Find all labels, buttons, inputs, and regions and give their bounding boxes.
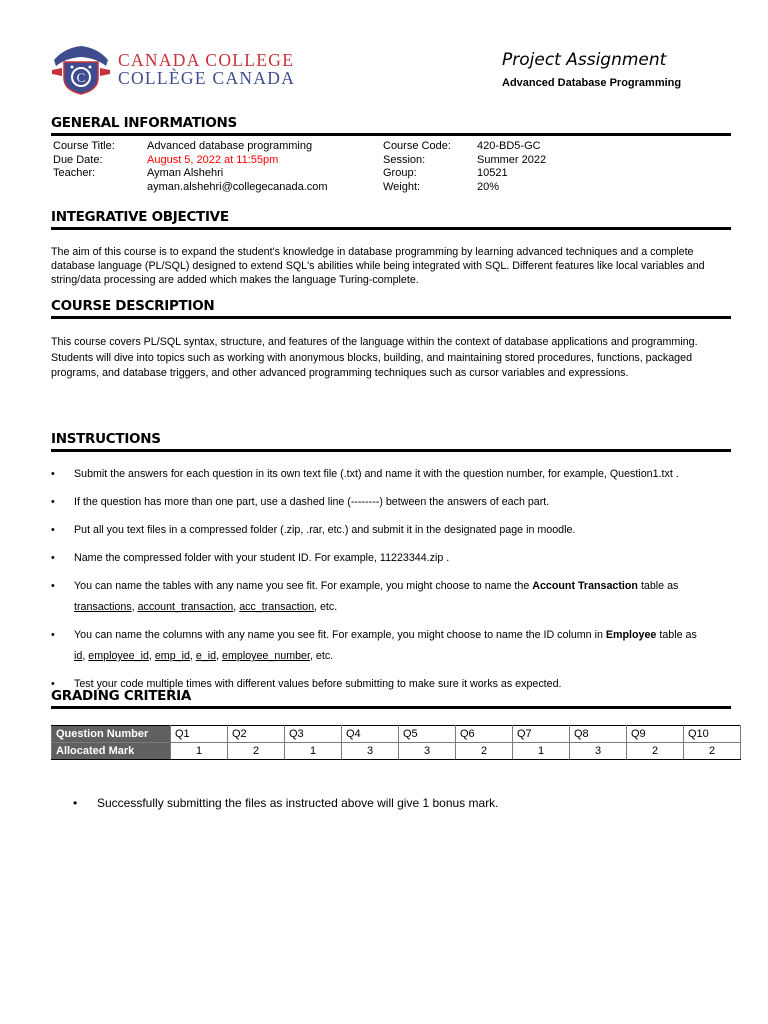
objective-heading: INTEGRATIVE OBJECTIVE: [51, 209, 731, 230]
list-item: • You can name the columns with any name you see fit. For example, you might choose to name the ID column in Employee table as id, employee_id, emp_id, e_id, employee_number, etc.: [51, 625, 731, 667]
list-item: [51, 464, 731, 485]
instructions-list: [51, 464, 731, 695]
mark-cell: 2: [627, 743, 684, 760]
general-heading: GENERAL INFORMATIONS: [51, 115, 731, 136]
table-name-example: Employee: [605, 629, 657, 641]
list-item: [51, 520, 731, 541]
question-cell: Q4: [342, 726, 399, 743]
course-title-value: Advanced database programming: [147, 140, 313, 152]
college-logo: [50, 44, 112, 96]
example-name: emp_id: [154, 650, 190, 662]
teacher-label: Teacher:: [53, 167, 96, 180]
grading-section: [51, 688, 731, 709]
weight-label: Weight:: [383, 180, 421, 193]
mark-cell: 3: [570, 743, 627, 760]
due-date-value: August 5, 2022 at 11:55pm: [147, 153, 279, 166]
example-name: account_transaction: [137, 601, 234, 613]
question-cell: Q2: [228, 726, 285, 743]
instructions-heading: INSTRUCTIONS: [51, 431, 731, 452]
college-name-en: CANADA COLLEGE: [118, 50, 295, 70]
list-item: [51, 548, 731, 569]
course-code-value: 420-BD5-GC: [477, 140, 541, 152]
weight-value: 20%: [477, 180, 500, 193]
general-section: [51, 115, 731, 136]
list-item: • You can name the tables with any name you see fit. For example, you might choose to name the Account Transaction table as transactions, account_transaction, acc_transaction, etc.: [51, 576, 731, 618]
description-heading: COURSE DESCRIPTION: [51, 298, 731, 319]
session-label: Session:: [383, 153, 426, 166]
example-name: acc_transaction: [239, 601, 315, 613]
question-cell: Q7: [513, 726, 570, 743]
instruction-text: If the question has more than one part, use a dashed line (--------) between the answers of each part.: [74, 496, 550, 508]
svg-text:C: C: [76, 70, 86, 85]
question-cell: Q10: [684, 726, 741, 743]
mark-cell: 2: [228, 743, 285, 760]
objective-section: [51, 209, 731, 288]
mark-cell: 3: [399, 743, 456, 760]
teacher-email: ayman.alshehri@collegecanada.com: [147, 180, 328, 193]
table-row: [52, 743, 741, 760]
session-value: Summer 2022: [477, 153, 547, 166]
project-title: Project Assignment: [502, 50, 667, 70]
college-name: [118, 51, 295, 87]
instruction-text: , etc.: [309, 650, 334, 662]
example-name: e_id: [195, 650, 217, 662]
instruction-text: Submit the answers for each question in its own text file (.txt) and name it with the question number, for example, Question1.txt .: [74, 468, 679, 480]
description-section: [51, 298, 731, 382]
mark-cell: 1: [513, 743, 570, 760]
example-name: employee_number: [222, 650, 310, 662]
question-cell: Q5: [399, 726, 456, 743]
allocated-mark-header: Allocated Mark: [52, 743, 171, 760]
example-name: transactions: [74, 601, 132, 613]
instruction-text: You can name the tables with any name you see fit. For example, you might choose to name the: [74, 580, 533, 592]
teacher-value: Ayman Alshehri: [147, 167, 224, 180]
mark-cell: 1: [285, 743, 342, 760]
instruction-text: , etc.: [314, 601, 338, 613]
question-cell: Q6: [456, 726, 513, 743]
group-value: 10521: [477, 167, 508, 180]
bonus-text: Successfully submitting the files as instructed above will give 1 bonus mark.: [97, 796, 499, 810]
course-title-label: Course Title:: [53, 140, 115, 152]
mark-cell: 2: [684, 743, 741, 760]
mark-cell: 1: [171, 743, 228, 760]
question-cell: Q9: [627, 726, 684, 743]
group-label: Group:: [383, 167, 417, 180]
example-name: employee_id: [88, 650, 149, 662]
grading-heading: GRADING CRITERIA: [51, 688, 731, 709]
instruction-text: table as: [637, 580, 679, 592]
instructions-section: [51, 431, 731, 702]
bonus-note: [75, 796, 499, 810]
table-name-example: Account Transaction: [532, 580, 638, 592]
question-cell: Q3: [285, 726, 342, 743]
question-number-header: Question Number: [52, 726, 171, 743]
mark-cell: 2: [456, 743, 513, 760]
list-item: [51, 492, 731, 513]
table-row: [52, 726, 741, 743]
mark-cell: 3: [342, 743, 399, 760]
due-date-label: Due Date:: [53, 153, 103, 166]
objective-text: The aim of this course is to expand the student's knowledge in database programming by learning advanced techniques and a complete database language (PL/SQL) designed to extend SQL's abilities while being integrated with SQL. Different features like local variables and string/data processing are added which makes the language Turing-complete.: [51, 246, 705, 287]
grading-table: [51, 725, 741, 760]
instruction-text: table as: [656, 629, 697, 641]
project-subtitle: Advanced Database Programming: [502, 77, 682, 89]
instruction-text: Name the compressed folder with your student ID. For example, 11223344.zip .: [74, 552, 450, 564]
description-text: This course covers PL/SQL syntax, structure, and features of the language within the context of database applications and programming. Students will dive into topics such as working with anonymous blocks, building, and maintaining stored procedures, functions, packaged programs, and database triggers, and other advanced programming techniques such as cursor variables and expressions.: [51, 336, 698, 380]
instruction-text: Put all you text files in a compressed folder (.zip, .rar, etc.) and submit it in the designated page in moodle.: [74, 524, 576, 536]
instruction-text: You can name the columns with any name you see fit. For example, you might choose to name the ID column in: [74, 629, 606, 641]
question-cell: Q8: [570, 726, 627, 743]
example-name: id: [74, 650, 83, 662]
college-name-fr: COLLÈGE CANADA: [118, 68, 296, 88]
course-code-label: Course Code:: [383, 140, 451, 152]
instruction-text: Test your code multiple times with different values before submitting to make sure it works as expected.: [74, 678, 562, 690]
question-cell: Q1: [171, 726, 228, 743]
